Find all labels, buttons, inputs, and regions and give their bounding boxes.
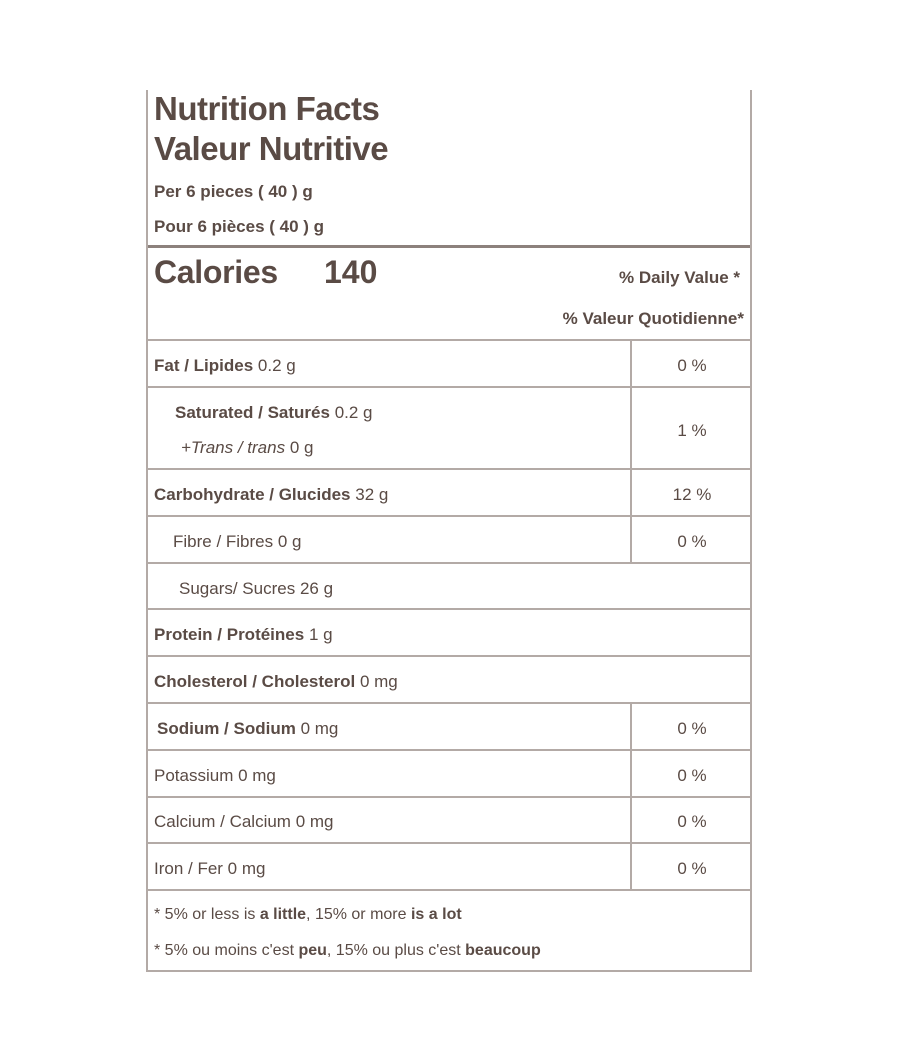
footnote-french: * 5% ou moins c'est peu, 15% ou plus c'est beaucoup bbox=[154, 942, 541, 959]
footnote-english: * 5% or less is a little, 15% or more is a lot bbox=[154, 906, 462, 923]
divider bbox=[148, 655, 750, 657]
divider bbox=[148, 796, 750, 798]
divider bbox=[148, 702, 750, 704]
serving-size-english: Per 6 pieces ( 40 ) g bbox=[154, 182, 313, 201]
iron-daily-value: 0 % bbox=[677, 859, 707, 878]
nutrient-row-protein: Protein / Protéines 1 g bbox=[154, 625, 333, 644]
nutrient-row-sodium: Sodium / Sodium 0 mg bbox=[157, 719, 339, 738]
nutrient-row-sugars: Sugars/ Sucres 26 g bbox=[179, 579, 334, 598]
potassium-daily-value: 0 % bbox=[677, 766, 707, 785]
divider bbox=[148, 386, 750, 388]
carbohydrate-daily-value: 12 % bbox=[672, 485, 712, 504]
nutrient-row-saturated: Saturated / Saturés 0.2 g bbox=[175, 403, 373, 422]
nutrient-row-trans: +Trans / trans 0 g bbox=[181, 438, 314, 457]
fibre-daily-value: 0 % bbox=[677, 532, 707, 551]
calories-label: Calories bbox=[154, 254, 278, 290]
divider bbox=[148, 515, 750, 517]
divider bbox=[148, 889, 750, 891]
nutrition-facts-table bbox=[146, 90, 752, 972]
nutrient-row-potassium: Potassium 0 mg bbox=[154, 766, 276, 785]
divider bbox=[148, 562, 750, 564]
nutrient-row-cholesterol: Cholesterol / Cholesterol 0 mg bbox=[154, 672, 398, 691]
title-french: Valeur Nutritive bbox=[154, 130, 389, 167]
divider bbox=[148, 608, 750, 610]
title-english: Nutrition Facts bbox=[154, 90, 380, 127]
daily-value-header-french: % Valeur Quotidienne* bbox=[562, 309, 744, 328]
divider bbox=[148, 749, 750, 751]
calories-value: 140 bbox=[324, 254, 378, 290]
divider bbox=[148, 339, 750, 341]
calcium-daily-value: 0 % bbox=[677, 812, 707, 831]
nutrient-row-calcium: Calcium / Calcium 0 mg bbox=[154, 812, 334, 831]
nutrient-row-carbohydrate: Carbohydrate / Glucides 32 g bbox=[154, 485, 389, 504]
fat-daily-value: 0 % bbox=[677, 356, 707, 375]
divider bbox=[148, 468, 750, 470]
daily-value-header-english: % Daily Value * bbox=[619, 268, 740, 287]
saturated-trans-daily-value: 1 % bbox=[677, 421, 707, 440]
serving-size-french: Pour 6 pièces ( 40 ) g bbox=[154, 217, 325, 236]
sodium-daily-value: 0 % bbox=[677, 719, 707, 738]
thick-divider bbox=[148, 245, 750, 248]
nutrient-row-iron: Iron / Fer 0 mg bbox=[154, 859, 266, 878]
nutrient-row-fibre: Fibre / Fibres 0 g bbox=[173, 532, 302, 551]
divider bbox=[148, 842, 750, 844]
nutrient-row-fat: Fat / Lipides 0.2 g bbox=[154, 356, 296, 375]
